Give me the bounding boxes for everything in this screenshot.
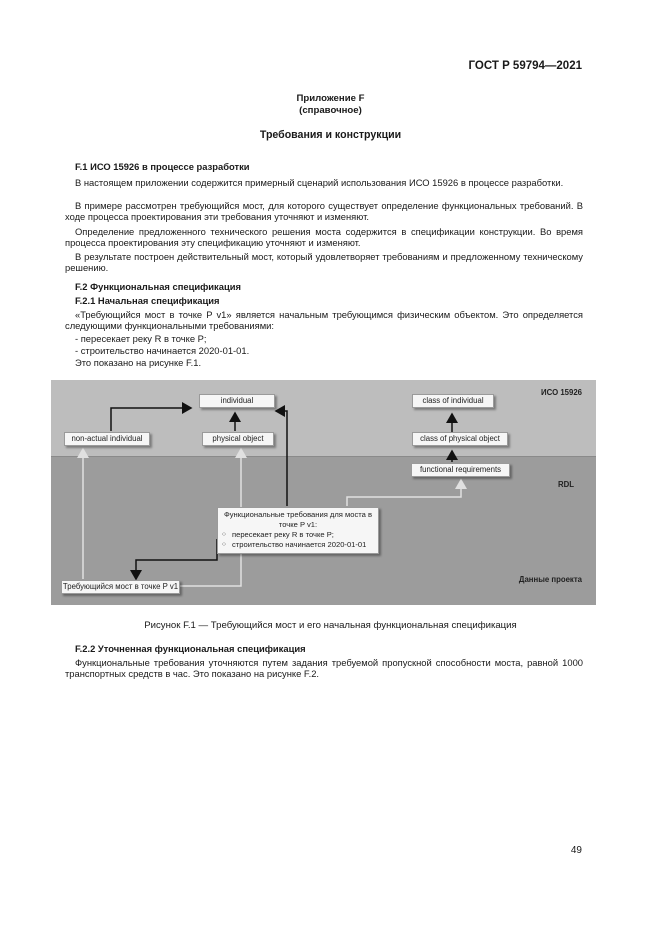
section-f2-title: F.2 Функциональная спецификация bbox=[75, 281, 241, 292]
spec-item-1: ○ пересекает реку R в точке P; bbox=[222, 530, 374, 540]
paragraph-f1-1: В настоящем приложении содержится примерный сценарий использования ИСО 15926 в процессе разработки. bbox=[75, 177, 564, 188]
node-physical-object: physical object bbox=[202, 432, 274, 446]
node-class-of-physical-object: class of physical object bbox=[412, 432, 508, 446]
node-functional-requirements: functional requirements bbox=[411, 463, 510, 477]
node-individual: individual bbox=[199, 394, 275, 408]
paragraph-f22: Функциональные требования уточняются путем задания требуемой пропускной способности моста, равной 1000 транспортных средств в час. Это показано на рисунке F.2. bbox=[65, 657, 583, 680]
section-f21-title: F.2.1 Начальная спецификация bbox=[75, 295, 220, 306]
node-non-actual-individual: non-actual individual bbox=[64, 432, 150, 446]
spec-title: Функциональные требования для моста в точке P v1: bbox=[223, 510, 372, 529]
section-f1-title: F.1 ИСО 15926 в процессе разработки bbox=[75, 161, 250, 172]
list-item-1: - пересекает реку R в точке P; bbox=[75, 333, 207, 344]
figure-f1-diagram bbox=[51, 380, 596, 605]
diagram-connectors bbox=[51, 380, 596, 605]
page-number: 49 bbox=[570, 845, 582, 856]
figure-caption: Рисунок F.1 — Требующийся мост и его начальная функциональная спецификация bbox=[144, 620, 517, 631]
layer-label-rdl: RDL bbox=[557, 480, 574, 489]
paragraph-f1-2: В примере рассмотрен требующийся мост, для которого существует определение функциональных требований. В ходе процесса проектирования эти требования уточняют и изменяют. bbox=[65, 200, 583, 223]
paragraph-f21: «Требующийся мост в точке P v1» является начальным требующимся физическим объектом. Это определяется следующими функциональными требованиями: bbox=[65, 309, 583, 332]
section-f22-title: F.2.2 Уточненная функциональная спецификация bbox=[75, 643, 306, 654]
node-functional-spec bbox=[217, 507, 379, 554]
node-class-of-individual: class of individual bbox=[412, 394, 494, 408]
layer-label-iso: ИСО 15926 bbox=[541, 388, 582, 397]
node-bridge: Требующийся мост в точке P v1 bbox=[61, 580, 180, 594]
paragraph-f1-4: В результате построен действительный мост, который удовлетворяет требованиям и предложенному техническому решению. bbox=[65, 251, 583, 274]
paragraph-f21-closing: Это показано на рисунке F.1. bbox=[75, 357, 202, 368]
standard-number: ГОСТ Р 59794—2021 bbox=[468, 60, 582, 72]
appendix-subtitle: (справочное) bbox=[299, 105, 362, 116]
layer-label-project: Данные проекта bbox=[518, 575, 582, 584]
spec-item-2: ○ строительство начинается 2020-01-01 bbox=[222, 540, 374, 550]
list-item-2: - строительство начинается 2020-01-01. bbox=[75, 345, 250, 356]
paragraph-f1-3: Определение предложенного технического решения моста содержится в спецификации конструкции. Во время процесса проектирования эту спецификацию уточняют и изменяют. bbox=[65, 226, 583, 249]
appendix-title: Приложение F bbox=[296, 93, 365, 104]
appendix-heading: Требования и конструкции bbox=[259, 129, 402, 141]
